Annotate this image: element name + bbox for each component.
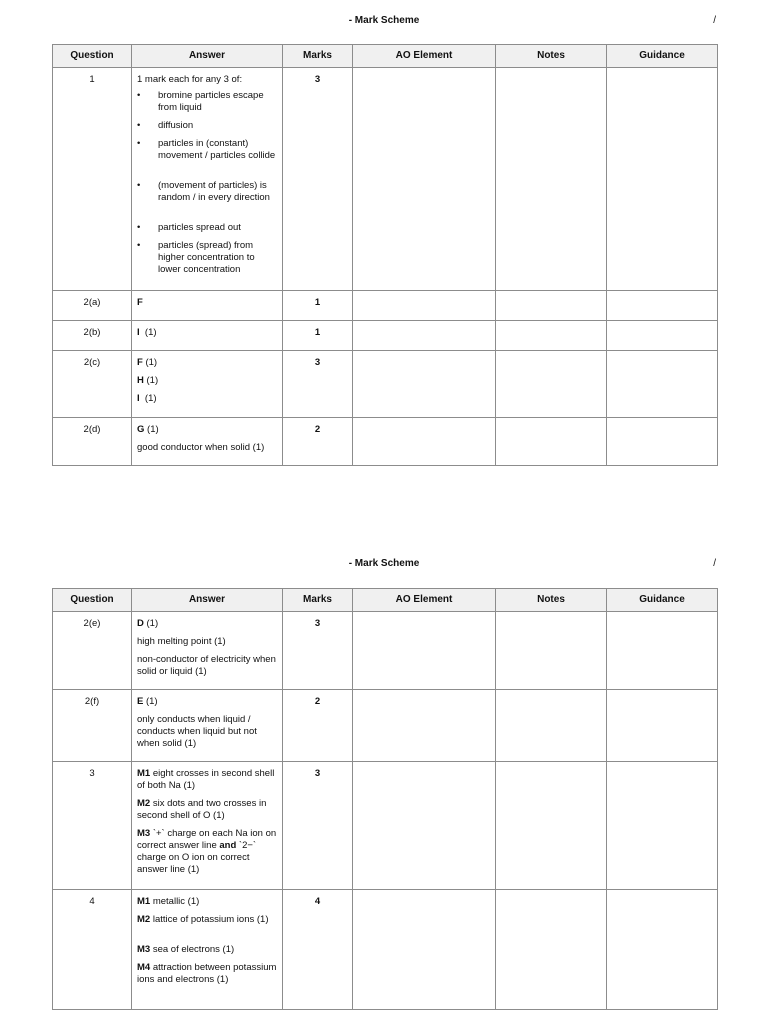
answer-cell (132, 68, 283, 291)
ao-element-cell (353, 418, 496, 466)
marks-cell: 4 (283, 890, 353, 1010)
page-title: - Mark Scheme (348, 558, 420, 569)
guidance-cell (607, 690, 718, 762)
col-answer: Answer (132, 589, 283, 612)
answer-line: high melting point (1) (137, 636, 226, 647)
marks-cell: 2 (283, 690, 353, 762)
list-item: • particles spread out (137, 222, 277, 234)
list-item: • diffusion (137, 120, 277, 132)
notes-cell (496, 762, 607, 890)
ao-element-cell (353, 68, 496, 291)
guidance-cell (607, 762, 718, 890)
table-row (53, 321, 718, 351)
question-cell: 2(b) (53, 321, 132, 351)
table-row (53, 351, 718, 418)
question-cell: 2(f) (53, 690, 132, 762)
answer-line: D (1) (137, 618, 159, 629)
answer-line: G (1) (137, 424, 159, 435)
page-title: - Mark Scheme (348, 15, 420, 26)
notes-cell (496, 612, 607, 690)
answer-line: good conductor when solid (1) (137, 442, 265, 453)
col-marks: Marks (283, 589, 353, 612)
answer-line: M2 lattice of potassium ions (1) (137, 914, 269, 925)
table-row (53, 612, 718, 690)
mark-scheme-table-1 (52, 44, 718, 466)
answer-cell (132, 690, 283, 762)
list-item: • (movement of particles) is random / in every direction (137, 180, 277, 204)
table-row (53, 890, 718, 1010)
page-header-1 (52, 15, 716, 29)
col-question: Question (53, 45, 132, 68)
col-notes: Notes (496, 589, 607, 612)
answer-line: M3 `+` charge on each Na ion on correct answer line and `2−` charge on O ion on correct answer line (1) (137, 828, 277, 875)
answer-letter: F (137, 297, 143, 308)
answer-line: H (1) (137, 375, 159, 386)
guidance-cell (607, 68, 718, 291)
ao-element-cell (353, 762, 496, 890)
mark-scheme-table-2 (52, 588, 718, 1010)
notes-cell (496, 351, 607, 418)
notes-cell (496, 418, 607, 466)
table-row (53, 762, 718, 890)
question-cell: 2(e) (53, 612, 132, 690)
answer-line: non-conductor of electricity when solid or liquid (1) (137, 654, 276, 677)
answer-cell (132, 890, 283, 1010)
list-item: • particles (spread) from higher concentration to lower concentration (137, 240, 277, 276)
notes-cell (496, 291, 607, 321)
answer-line: M3 sea of electrons (1) (137, 944, 235, 955)
answer-intro: 1 mark each for any 3 of: (137, 74, 243, 85)
guidance-cell (607, 890, 718, 1010)
notes-cell (496, 321, 607, 351)
answer-cell (132, 291, 283, 321)
list-item: • bromine particles escape from liquid (137, 90, 277, 114)
ao-element-cell (353, 690, 496, 762)
page-header-2 (52, 558, 716, 572)
answer-line: F (1) (137, 357, 158, 368)
answer-line: only conducts when liquid / conducts when liquid but not when solid (1) (137, 714, 257, 749)
table-row (53, 68, 718, 291)
ao-element-cell (353, 612, 496, 690)
col-notes: Notes (496, 45, 607, 68)
table-row (53, 418, 718, 466)
answer-cell (132, 351, 283, 418)
col-guidance: Guidance (607, 45, 718, 68)
notes-cell (496, 890, 607, 1010)
marks-cell: 1 (283, 291, 353, 321)
answer-line: E (1) (137, 696, 158, 707)
col-question: Question (53, 589, 132, 612)
table-row (53, 690, 718, 762)
answer-cell (132, 612, 283, 690)
marks-cell: 3 (283, 762, 353, 890)
header-row (53, 589, 718, 612)
page-slash: / (713, 15, 716, 26)
table-row (53, 291, 718, 321)
answer-mark: (1) (144, 327, 157, 338)
answer-cell (132, 321, 283, 351)
question-cell: 3 (53, 762, 132, 890)
header-row (53, 45, 718, 68)
col-guidance: Guidance (607, 589, 718, 612)
guidance-cell (607, 612, 718, 690)
ao-element-cell (353, 321, 496, 351)
answer-line: M4 attraction between potassium ions and electrons (1) (137, 962, 277, 985)
guidance-cell (607, 418, 718, 466)
question-cell: 2(c) (53, 351, 132, 418)
col-ao-element: AO Element (353, 589, 496, 612)
marks-cell: 3 (283, 68, 353, 291)
answer-line: M1 metallic (1) (137, 896, 200, 907)
marks-cell: 3 (283, 612, 353, 690)
answer-line: I (1) (137, 393, 157, 404)
ao-element-cell (353, 351, 496, 418)
question-cell: 4 (53, 890, 132, 1010)
marks-cell: 2 (283, 418, 353, 466)
col-answer: Answer (132, 45, 283, 68)
ao-element-cell (353, 890, 496, 1010)
col-marks: Marks (283, 45, 353, 68)
guidance-cell (607, 291, 718, 321)
answer-cell (132, 762, 283, 890)
marks-cell: 1 (283, 321, 353, 351)
marks-cell: 3 (283, 351, 353, 418)
question-cell: 1 (53, 68, 132, 291)
ao-element-cell (353, 291, 496, 321)
answer-line: M2 six dots and two crosses in second shell of O (1) (137, 798, 267, 821)
notes-cell (496, 690, 607, 762)
question-cell: 2(d) (53, 418, 132, 466)
page-slash: / (713, 558, 716, 569)
list-item: • particles in (constant) movement / particles collide (137, 138, 277, 162)
answer-letter: I (137, 327, 140, 338)
col-ao-element: AO Element (353, 45, 496, 68)
guidance-cell (607, 321, 718, 351)
answer-bullet-list (137, 90, 277, 276)
answer-line: M1 eight crosses in second shell of both Na (1) (137, 768, 275, 791)
answer-cell (132, 418, 283, 466)
guidance-cell (607, 351, 718, 418)
question-cell: 2(a) (53, 291, 132, 321)
notes-cell (496, 68, 607, 291)
